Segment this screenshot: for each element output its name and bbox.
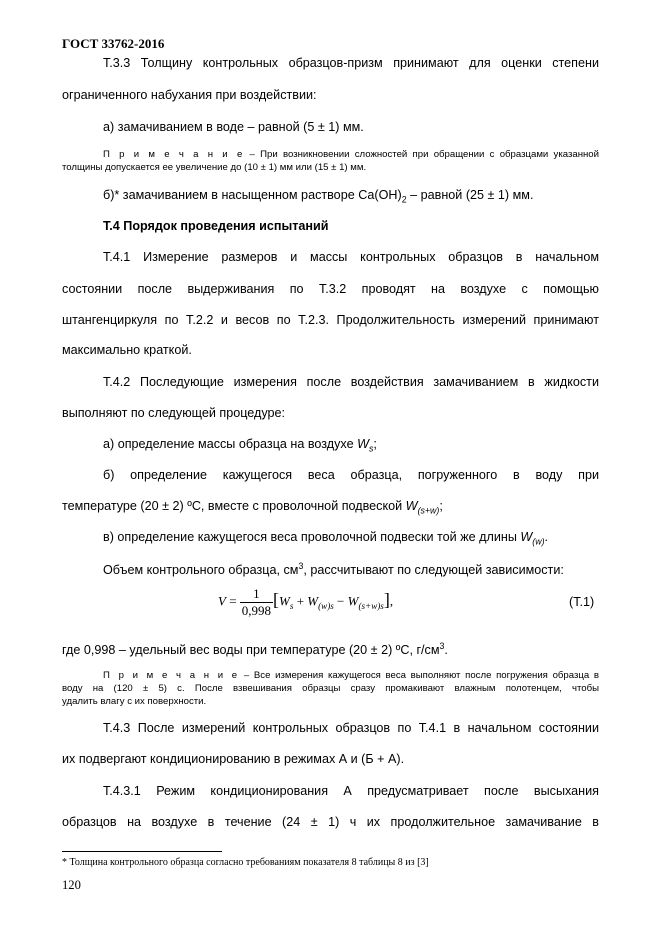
var-ws: W: [357, 437, 369, 451]
note-2-line2: воду на (120 ± 5) с. После взвешивания образцы сразу промакивают влажным полотенцем, чтобы: [62, 683, 599, 694]
note-1-text: – При возникновении сложностей при обращении с образцами указанной: [244, 149, 599, 160]
volume-intro: [62, 557, 599, 579]
note-2-line1: [62, 670, 599, 682]
item-b-text-end: – равной (25 ± 1) мм.: [406, 188, 534, 202]
footnote-divider: [62, 851, 222, 852]
item-b-text: б)* замачиванием в насыщенном растворе Са(ОН): [103, 188, 402, 202]
where-text: где 0,998 – удельный вес воды при температуре (20 ± 2) ºС, г/см: [62, 643, 440, 658]
formula-number: (Т.1): [569, 595, 595, 609]
formula-comma: ,: [389, 593, 394, 609]
formula-minus: −: [333, 593, 348, 609]
paragraph-t33-line1: Т.3.3 Толщину контрольных образцов-призм принимают для оценки степени: [103, 56, 599, 70]
item-t42-a-text: а) определение массы образца на воздухе: [103, 437, 358, 451]
note-1-label: П р и м е ч а н и е: [103, 149, 245, 160]
formula-plus: +: [293, 593, 308, 609]
paragraph-t42-line2: выполняют по следующей процедуре:: [62, 406, 286, 420]
var-ws-subscript: s: [368, 443, 374, 454]
formula-right-bracket: ]: [383, 589, 390, 610]
volume-text-end: , рассчитывают по следующей зависимости:: [303, 563, 564, 578]
note-1-line2: толщины допускается ее увеличение до (10 ± 1) мм или (15 ± 1) мм.: [62, 162, 367, 173]
paragraph-t41-line3: штангенциркуля по Т.2.2 и весов по Т.2.3. Продолжительность измерений принимают: [62, 313, 599, 327]
paragraph-t43-line1: Т.4.3 После измерений контрольных образцов по Т.4.1 в начальном состоянии: [103, 721, 599, 735]
formula-left-bracket: [: [273, 589, 280, 610]
item-t42-b-end: ;: [439, 499, 443, 513]
paragraph-t41-line1: Т.4.1 Измерение размеров и массы контрольных образцов в начальном: [103, 250, 599, 264]
formula-w3: W: [347, 593, 359, 609]
item-t42-b-line2: [62, 497, 599, 520]
note-2-line3: удалить влагу с их поверхности.: [62, 696, 207, 707]
volume-text: Объем контрольного образца, см: [103, 563, 299, 578]
item-t42-b-line1: б) определение кажущегося веса образца, погруженного в воду при: [103, 468, 599, 482]
formula-fraction: [240, 586, 273, 619]
note-2-label: П р и м е ч а н и е: [103, 670, 240, 681]
item-t42-c: [62, 528, 599, 551]
paragraph-t33-line2: ограниченного набухания при воздействии:: [62, 88, 317, 102]
note-1-line1: [62, 149, 599, 161]
formula-w2-subscript: (w)s: [318, 601, 334, 612]
paragraph-t431-line2: образцов на воздухе в течение (24 ± 1) ч их продолжительное замачивание в: [62, 815, 599, 829]
var-ww-subscript: (w): [532, 536, 545, 547]
item-b-solution: [62, 186, 599, 209]
item-b-subscript: 2: [401, 194, 407, 205]
paragraph-t41-line4: максимально краткой.: [62, 343, 192, 357]
section-heading-t4: Т.4 Порядок проведения испытаний: [103, 219, 329, 233]
item-a-water: а) замачиванием в воде – равной (5 ± 1) мм.: [103, 120, 364, 134]
where-superscript: 3: [439, 641, 445, 651]
paragraph-t42-line1: Т.4.2 Последующие измерения после воздействия замачиванием в жидкости: [103, 375, 599, 389]
var-ww: W: [520, 530, 533, 544]
where-clause: [62, 637, 599, 659]
formula-w3-subscript: (s+w)s: [358, 601, 384, 612]
where-text-end: .: [444, 643, 448, 658]
item-t42-b-text: температуре (20 ± 2) ºС, вместе с проволочной подвеской: [62, 499, 406, 513]
paragraph-t41-line2: состоянии после выдерживания по Т.3.2 проводят на воздухе с помощью: [62, 282, 599, 296]
item-t42-c-end: .: [544, 530, 549, 544]
paragraph-t43-line2: их подвергают кондиционированию в режимах А и (Б + А).: [62, 752, 405, 766]
formula-w1: W: [279, 593, 290, 609]
footnote: * Толщина контрольного образца согласно требованиям показателя 8 таблицы 8 из [3]: [62, 857, 429, 868]
item-t42-a-end: ;: [373, 437, 377, 451]
formula-equals: =: [225, 593, 240, 609]
page-number: 120: [62, 878, 81, 892]
item-t42-c-text: в) определение кажущегося веса проволочной подвески той же длины: [103, 530, 521, 544]
volume-superscript: 3: [298, 561, 304, 571]
document-header: ГОСТ 33762-2016: [62, 36, 165, 51]
fraction-numerator: 1: [240, 586, 273, 603]
paragraph-t431-line1: Т.4.3.1 Режим кондиционирования А предусматривает после высыхания: [103, 784, 599, 798]
formula-w2: W: [307, 593, 319, 609]
var-wsw-subscript: (s+w): [417, 505, 440, 516]
item-t42-a: [62, 435, 599, 458]
formula-w1-subscript: s: [289, 601, 294, 612]
formula-t1: [218, 586, 393, 619]
var-wsw: W: [405, 499, 418, 513]
note-2-text: – Все измерения кажущегося веса выполняют после погружения образца в: [239, 670, 599, 681]
fraction-denominator: 0,998: [241, 603, 272, 618]
formula-lhs: V: [218, 593, 226, 609]
